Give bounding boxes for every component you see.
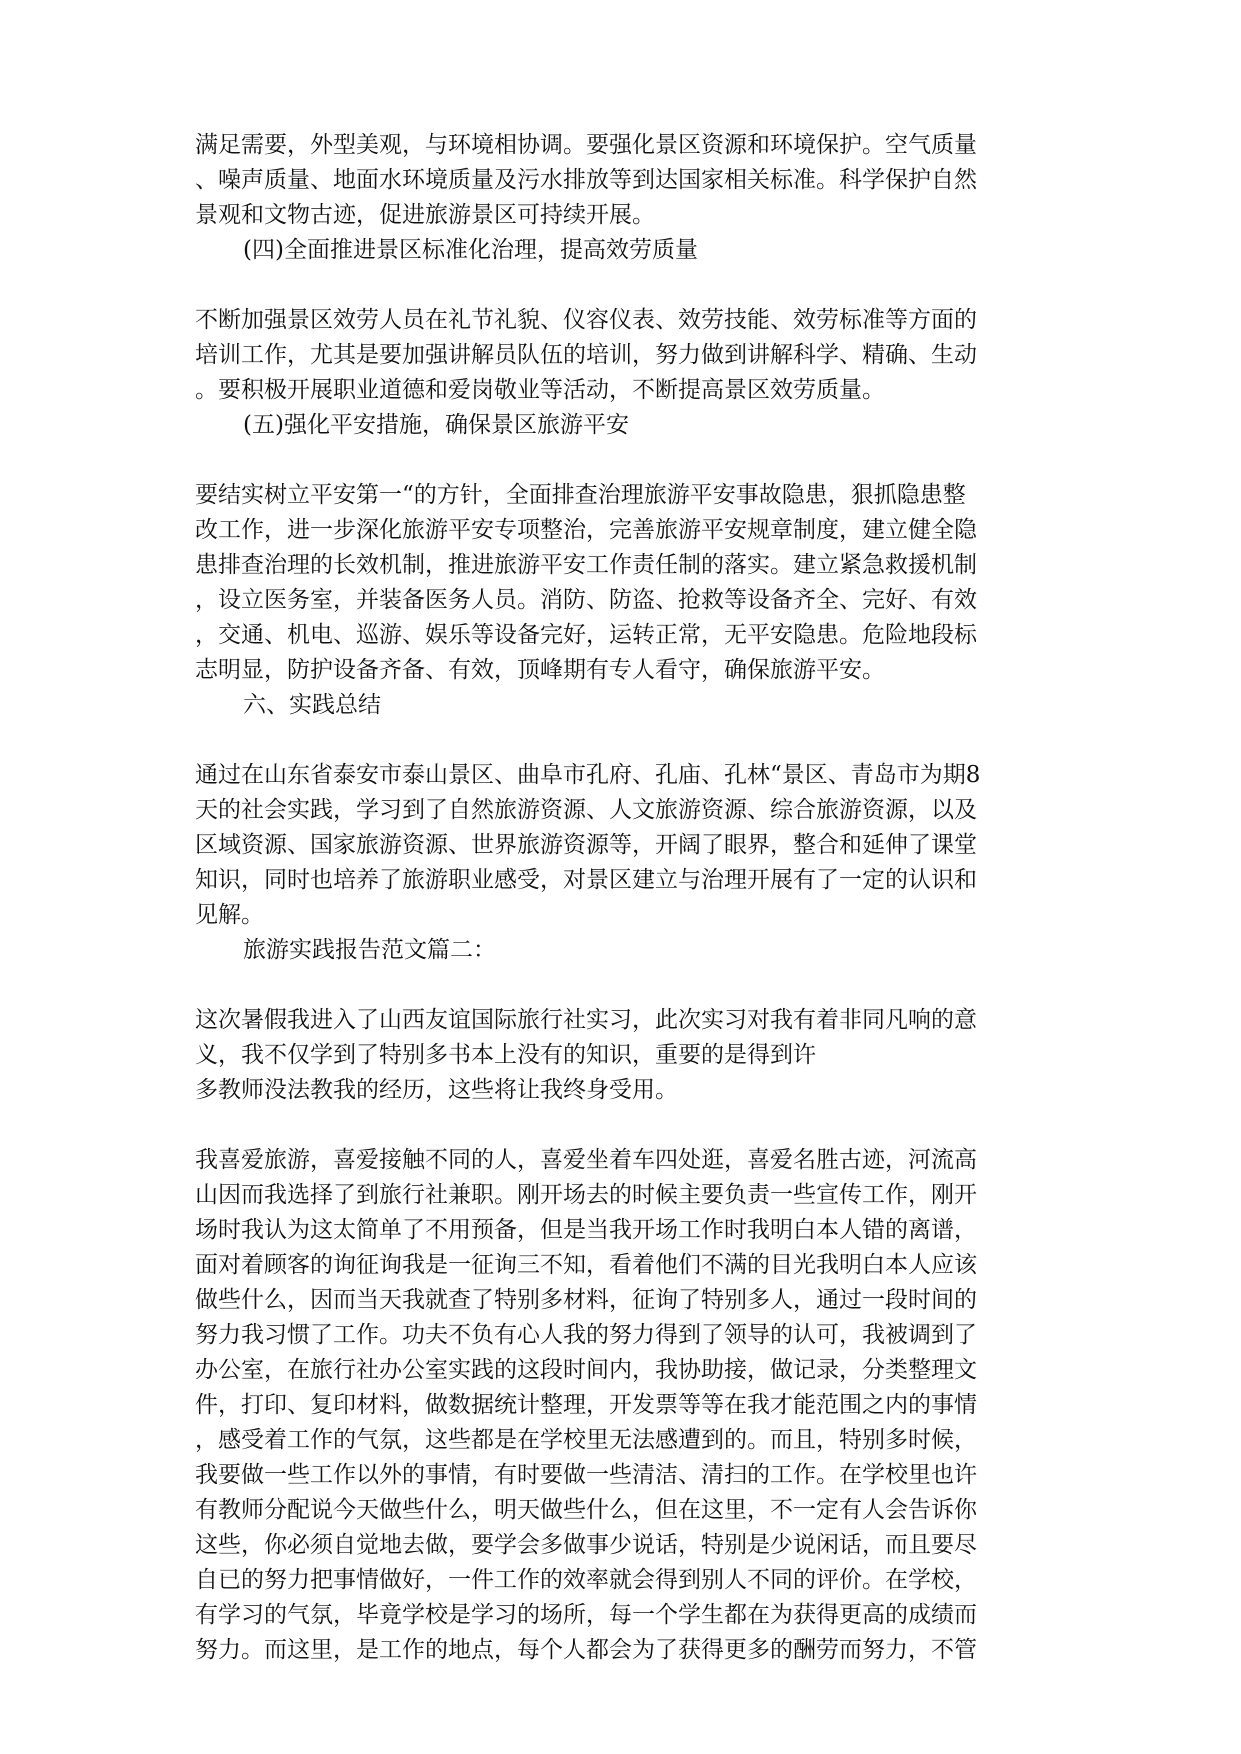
text-line: 区域资源、国家旅游资源、世界旅游资源等，开阔了眼界，整合和延伸了课堂 [195,832,977,858]
text-line: 。要积极开展职业道德和爱岗敬业等活动，不断提高景区效劳质量。 [195,377,885,403]
text-line: 件，打印、复印材料，做数据统计整理，开发票等等在我才能范围之内的事情 [195,1392,977,1418]
text-line: 培训工作，尤其是要加强讲解员队伍的培训，努力做到讲解科学、精确、生动 [195,342,977,368]
text-line: 有学习的气氛，毕竟学校是学习的场所，每一个学生都在为获得更高的成绩而 [195,1602,977,1628]
text-line: ，设立医务室，并装备医务人员。消防、防盗、抢救等设备齐全、完好、有效 [195,587,977,613]
text-line: 有教师分配说今天做些什么，明天做些什么，但在这里，不一定有人会告诉你 [195,1497,977,1523]
text-line: 要结实树立平安第一“的方针，全面排查治理旅游平安事故隐患，狠抓隐患整 [195,482,966,508]
section-heading: 六、实践总结 [243,692,381,718]
section-heading: (五)强化平安措施，确保景区旅游平安 [243,412,629,438]
text-line: ，感受着工作的气氛，这些都是在学校里无法感遭到的。而且，特别多时候， [195,1427,977,1453]
text-line: 义，我不仅学到了特别多书本上没有的知识，重要的是得到许 [195,1042,816,1068]
text-line: 见解。 [195,902,264,928]
text-line: 不断加强景区效劳人员在礼节礼貌、仪容仪表、效劳技能、效劳标准等方面的 [195,307,977,333]
text-line: 这些，你必须自觉地去做，要学会多做事少说话，特别是少说闲话，而且要尽 [195,1532,977,1558]
text-line: 努力。而这里，是工作的地点，每个人都会为了获得更多的酬劳而努力，不管 [195,1637,977,1663]
text-line: 做些什么，因而当天我就查了特别多材料，征询了特别多人，通过一段时间的 [195,1287,977,1313]
text-line: 自已的努力把事情做好，一件工作的效率就会得到别人不同的评价。在学校， [195,1567,977,1593]
text-line: 我要做一些工作以外的事情，有时要做一些清洁、清扫的工作。在学校里也许 [195,1462,977,1488]
text-line: 办公室，在旅行社办公室实践的这段时间内，我协助接，做记录，分类整理文 [195,1357,977,1383]
text-line: 天的社会实践，学习到了自然旅游资源、人文旅游资源、综合旅游资源，以及 [195,797,977,823]
text-line: 患排查治理的长效机制，推进旅游平安工作责任制的落实。建立紧急救援机制 [195,552,977,578]
section-heading: (四)全面推进景区标准化治理，提高效劳质量 [243,237,698,263]
text-line: 改工作，进一步深化旅游平安专项整治，完善旅游平安规章制度，建立健全隐 [195,517,977,543]
text-line: 多教师没法教我的经历，这些将让我终身受用。 [195,1077,678,1103]
text-line: 山因而我选择了到旅行社兼职。刚开场去的时候主要负责一些宣传工作，刚开 [195,1182,977,1208]
text-line: 景观和文物古迹，促进旅游景区可持续开展。 [195,202,655,228]
text-line: 知识，同时也培养了旅游职业感受，对景区建立与治理开展有了一定的认识和 [195,867,977,893]
text-line: ，交通、机电、巡游、娱乐等设备完好，运转正常，无平安隐患。危险地段标 [195,622,977,648]
text-line: 、噪声质量、地面水环境质量及污水排放等到达国家相关标准。科学保护自然 [195,167,977,193]
text-line: 通过在山东省泰安市泰山景区、曲阜市孔府、孔庙、孔林“景区、青岛市为期8 [195,762,981,788]
text-line: 我喜爱旅游，喜爱接触不同的人，喜爱坐着车四处逛，喜爱名胜古迹，河流高 [195,1147,977,1173]
section-heading: 旅游实践报告范文篇二： [243,937,496,963]
text-line: 面对着顾客的询征询我是一征询三不知，看着他们不满的目光我明白本人应该 [195,1252,977,1278]
text-line: 这次暑假我进入了山西友谊国际旅行社实习，此次实习对我有着非同凡响的意 [195,1007,977,1033]
text-line: 努力我习惯了工作。功夫不负有心人我的努力得到了领导的认可，我被调到了 [195,1322,977,1348]
text-line: 场时我认为这太简单了不用预备，但是当我开场工作时我明白本人错的离谱， [195,1217,977,1243]
text-line: 满足需要，外型美观，与环境相协调。要强化景区资源和环境保护。空气质量 [195,132,977,158]
text-line: 志明显，防护设备齐备、有效，顶峰期有专人看守，确保旅游平安。 [195,657,885,683]
